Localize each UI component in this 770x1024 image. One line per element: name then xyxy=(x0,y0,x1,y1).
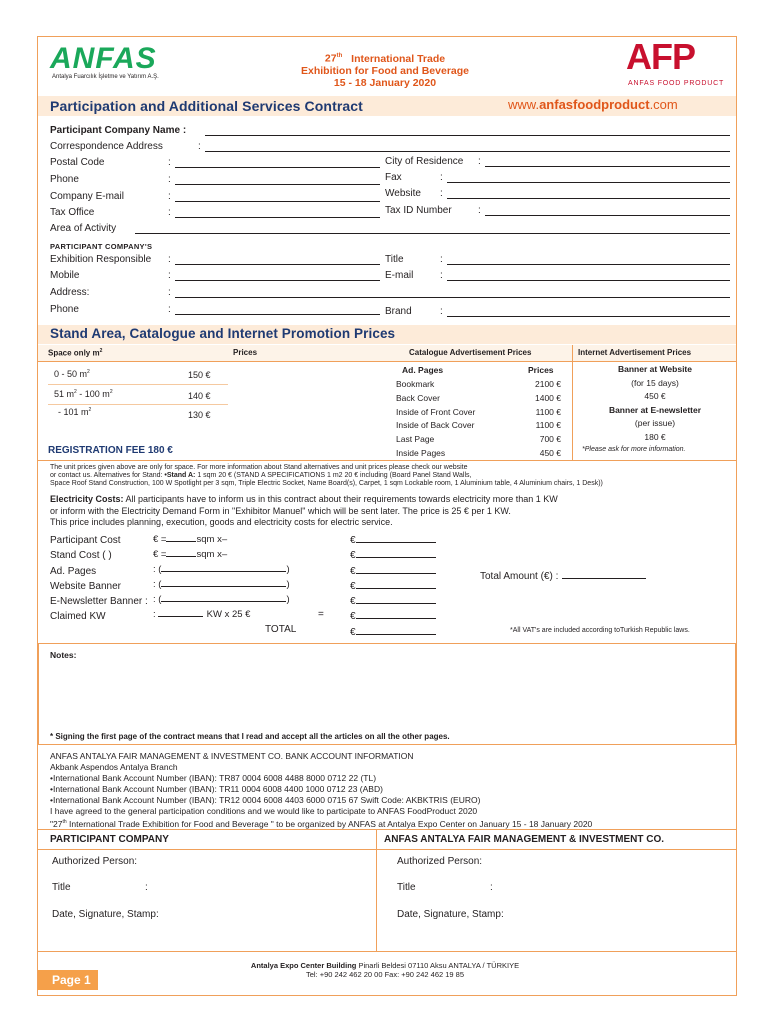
claimed-kw-calc[interactable]: : KW x 25 € xyxy=(153,609,251,620)
ad-prices-header: Prices xyxy=(528,365,554,375)
catalogue-row: Inside Pages 450 € xyxy=(396,447,561,458)
space-price: 130 € xyxy=(188,410,211,420)
unit-note-3: Space Roof Stand Construction, 100 W Spotlight per 3 sqm, Triple Electric Socket, Name Board(s), Carpet, 1 sqm Lockable room, 1 Aluminium table, 4 Aluminium chairs, 1 Desk)) xyxy=(50,480,603,487)
newsletter-banner-calc[interactable]: : ( ) xyxy=(153,594,290,605)
notes-label: Notes: xyxy=(50,650,77,660)
exhibition-responsible-field[interactable] xyxy=(175,264,380,265)
left-title: Title xyxy=(52,882,71,893)
claimed-kw-equals: = xyxy=(318,609,324,620)
divider xyxy=(376,829,377,951)
catalogue-row: Inside of Back Cover 1100 € xyxy=(396,420,561,431)
afp-logo xyxy=(620,36,730,90)
internet-header: Internet Advertisement Prices xyxy=(578,348,692,357)
mobile-field[interactable] xyxy=(175,280,380,281)
city-field[interactable] xyxy=(485,166,730,167)
contract-title: Participation and Additional Services Contract xyxy=(50,98,363,114)
euro-field[interactable]: € xyxy=(350,594,436,609)
page-number: Page 1 xyxy=(38,970,98,990)
euro-field[interactable]: € xyxy=(350,548,436,563)
website-url[interactable]: www.anfasfoodproduct.com xyxy=(508,97,678,112)
brand-label: Brand xyxy=(385,306,412,317)
signing-note: * Signing the first page of the contract means that I read and accept all the articles on all the other pages. xyxy=(50,732,450,741)
anfas-logo xyxy=(50,42,220,82)
unit-note-1: The unit prices given above are only for space. For more information about Stand alternatives and unit prices please check our website xyxy=(50,464,468,471)
cost-labels: Participant Cost Stand Cost ( ) Ad. Pages Website Banner E-Newsletter Banner : Claimed KW xyxy=(50,535,148,623)
ad-pages-calc[interactable]: : ( ) xyxy=(153,564,290,575)
catalogue-list xyxy=(396,378,561,461)
divider xyxy=(48,384,228,385)
vat-note: *All VAT's are included according toTurkish Republic laws. xyxy=(510,627,690,634)
left-authorized: Authorized Person: xyxy=(52,856,138,867)
email2-label: E-mail xyxy=(385,270,414,281)
ad-pages-header: Ad. Pages xyxy=(402,365,444,375)
phone2-label: Phone xyxy=(50,304,79,315)
left-date-sign: Date, Signature, Stamp: xyxy=(52,909,159,920)
participant-companys-heading: PARTICIPANT COMPANY'S xyxy=(50,242,153,251)
phone-field[interactable] xyxy=(175,184,380,185)
euro-field[interactable]: € xyxy=(350,533,436,548)
afp-logo-text: AFP xyxy=(626,36,695,77)
correspondence-label: Correspondence Address xyxy=(50,141,163,152)
event-line1: 27th International Trade xyxy=(324,52,446,65)
internet-ads: Banner at Website (for 15 days) 450 € Banner at E-newsletter (per issue) 180 € xyxy=(608,364,702,442)
euro-total-field[interactable]: € xyxy=(350,625,436,640)
anfas-company-head: ANFAS ANTALYA FAIR MANAGEMENT & INVESTMENT CO. xyxy=(384,834,665,845)
electricity-info: Electricity Costs: All participants have to inform us in this contract about their requirements towards electricity more than 1 KW or inform with the Electricity Demand Form in "Exhibitor Manuel" which will be sent later. The price is 25 € per 1 KW. This price includes planning, execution, goods and electricity costs for electric service. xyxy=(50,494,558,527)
registration-fee: REGISTRATION FEE 180 € xyxy=(48,445,173,456)
anfas-logo-sub: Antalya Fuarcılık İşletme ve Yatırım A.Ş. xyxy=(52,74,159,80)
company-name-label: Participant Company Name : xyxy=(50,125,187,136)
correspondence-field[interactable] xyxy=(205,151,730,152)
euro-field[interactable]: € xyxy=(350,579,436,594)
tax-office-label: Tax Office xyxy=(50,207,95,218)
ask-note: *Please ask for more information. xyxy=(582,446,686,453)
space-price: 140 € xyxy=(188,391,211,401)
email-field[interactable] xyxy=(175,201,380,202)
fax-label: Fax xyxy=(385,172,402,183)
divider xyxy=(572,345,573,460)
space-row: 51 $m^2 - 100$ $m^2$ xyxy=(54,389,113,399)
tax-id-field[interactable] xyxy=(485,215,730,216)
divider xyxy=(38,460,736,461)
event-line3: 15 - 18 January 2020 xyxy=(333,76,437,89)
catalogue-header: Catalogue Advertisement Prices xyxy=(409,348,532,357)
title-field[interactable] xyxy=(447,264,730,265)
exhibition-responsible-label: Exhibition Responsible xyxy=(50,254,152,265)
participant-company-head: PARTICIPANT COMPANY xyxy=(50,834,169,845)
right-authorized: Authorized Person: xyxy=(397,856,483,867)
divider xyxy=(38,849,736,850)
phone-label: Phone xyxy=(50,174,79,185)
company-name-field[interactable] xyxy=(205,135,730,136)
catalogue-row: Last Page 700 € xyxy=(396,434,561,445)
notes-box[interactable] xyxy=(38,643,736,745)
catalogue-row: Bookmark 2100 € xyxy=(396,379,561,389)
afp-logo-sub: ANFAS FOOD PRODUCT xyxy=(628,80,725,87)
divider xyxy=(48,404,228,405)
space-header: Space only $m^2$ xyxy=(48,348,103,358)
right-title: Title xyxy=(397,882,416,893)
euro-field[interactable]: € xyxy=(350,564,436,579)
event-line2: Exhibition for Food and Beverage xyxy=(300,64,469,77)
euro-column xyxy=(350,533,436,640)
stand-section-title: Stand Area, Catalogue and Internet Promotion Prices xyxy=(50,326,396,341)
city-label: City of Residence xyxy=(385,156,464,167)
postal-code-label: Postal Code xyxy=(50,157,105,168)
website-banner-calc[interactable]: : ( ) xyxy=(153,579,290,590)
bank-info: ANFAS ANTALYA FAIR MANAGEMENT & INVESTMENT CO. BANK ACCOUNT INFORMATION Akbank Aspendos Antalya Branch •International Bank Account Number (IBAN): TR87 0004 6008 4488 8000 0712 22 (TL) •International Bank Account Number (IBAN): TR11 0004 6008 4400 1000 0712 23 (ABD) •International Bank Account Number (IBAN): TR12 0004 6008 4403 6000 0715 67 Swift Code: AKBKTRIS (EURO) I have agreed to the general participation conditions and we would like to participate to ANFAS FoodProduct 2020 "27th International Trade Exhibition for Food and Beverage " to be organized by ANFAS at Antalya Expo Center on January 15 - 18 January 2020 xyxy=(50,751,593,829)
unit-note-2: or contact us. Alternatives for Stand: •Stand A: 1 sqm 20 € (STAND A SPECIFICATIONS 1 m2 20 € including (Board Panel Stand Walls, xyxy=(50,472,472,479)
phone2-field[interactable] xyxy=(175,314,380,315)
participant-cost-calc: € = sqm x– xyxy=(153,534,228,545)
space-price: 150 € xyxy=(188,370,211,380)
space-row: - 101 $m^2$ xyxy=(58,407,92,417)
anfas-logo-text: ANFAS xyxy=(50,42,157,75)
catalogue-row: Inside of Front Cover 1100 € xyxy=(396,406,561,417)
website-field[interactable] xyxy=(447,198,730,199)
right-date-sign: Date, Signature, Stamp: xyxy=(397,909,504,920)
address-label: Address: xyxy=(50,287,90,298)
euro-field[interactable]: € xyxy=(350,609,436,624)
tax-office-field[interactable] xyxy=(175,217,380,218)
event-title xyxy=(270,50,500,89)
title-label: Title xyxy=(385,254,404,265)
stand-cost-calc: € = sqm x– xyxy=(153,549,228,560)
area-field[interactable] xyxy=(135,233,730,234)
email-label: Company E-mail xyxy=(50,191,124,202)
fax-field[interactable] xyxy=(447,182,730,183)
divider xyxy=(38,951,736,952)
total-amount[interactable]: Total Amount (€) : xyxy=(480,571,646,582)
email2-field[interactable] xyxy=(447,280,730,281)
prices-header: Prices xyxy=(233,348,258,357)
mobile-label: Mobile xyxy=(50,270,80,281)
total-label: TOTAL xyxy=(265,624,297,635)
footer-address: Antalya Expo Center Building Pinarli Beldesi 07110 Aksu ANTALYA / TÜRKIYE Tel: +90 242 462 20 00 Fax: +90 242 462 19 85 xyxy=(250,961,520,979)
postal-code-field[interactable] xyxy=(175,167,380,168)
address-field[interactable] xyxy=(175,297,730,298)
area-label: Area of Activity xyxy=(50,223,117,234)
website-label: Website xyxy=(385,188,421,199)
catalogue-row: Back Cover 1400 € xyxy=(396,392,561,403)
brand-field[interactable] xyxy=(447,316,730,317)
tax-id-label: Tax ID Number xyxy=(385,205,452,216)
divider xyxy=(38,361,736,362)
space-row: 0 - 50 $m^2$ xyxy=(54,369,90,379)
